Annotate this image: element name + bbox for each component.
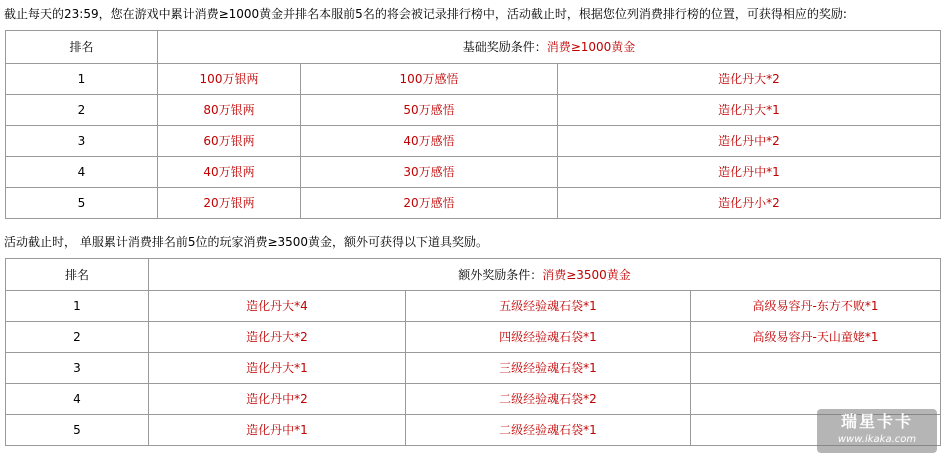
reward-cell: 80万银两 bbox=[158, 95, 301, 126]
rank-cell: 4 bbox=[6, 384, 149, 415]
reward-cell: 60万银两 bbox=[158, 126, 301, 157]
watermark-url: www.ikaka.com bbox=[837, 434, 917, 445]
reward-cell: 40万感悟 bbox=[301, 126, 558, 157]
rank-cell: 2 bbox=[6, 322, 149, 353]
reward-cell: 四级经验魂石袋*1 bbox=[406, 322, 691, 353]
rank-cell: 2 bbox=[6, 95, 158, 126]
condition-value: 消费≥3500黄金 bbox=[542, 267, 631, 282]
table-row bbox=[6, 157, 941, 188]
reward-cell: 造化丹大*4 bbox=[149, 291, 406, 322]
rank-cell: 3 bbox=[6, 353, 149, 384]
reward-cell: 20万银两 bbox=[158, 188, 301, 219]
reward-cell: 五级经验魂石袋*1 bbox=[406, 291, 691, 322]
condition-label: 额外奖励条件： bbox=[458, 267, 543, 282]
table-header-row bbox=[6, 259, 941, 291]
reward-cell: 40万银两 bbox=[158, 157, 301, 188]
reward-cell: 三级经验魂石袋*1 bbox=[406, 353, 691, 384]
reward-cell: 造化丹大*2 bbox=[149, 322, 406, 353]
table-header-row bbox=[6, 31, 941, 64]
reward-cell: 30万感悟 bbox=[301, 157, 558, 188]
reward-cell: 造化丹大*1 bbox=[558, 95, 941, 126]
reward-cell: 100万感悟 bbox=[301, 64, 558, 95]
reward-cell: 造化丹中*1 bbox=[149, 415, 406, 446]
rank-cell: 1 bbox=[6, 64, 158, 95]
reward-cell: 造化丹中*2 bbox=[558, 126, 941, 157]
reward-cell: 50万感悟 bbox=[301, 95, 558, 126]
condition-value: 消费≥1000黄金 bbox=[546, 40, 636, 54]
site-watermark bbox=[817, 409, 937, 453]
condition-header bbox=[158, 31, 941, 64]
reward-cell: 20万感悟 bbox=[301, 188, 558, 219]
rank-header: 排名 bbox=[6, 259, 149, 291]
table-row bbox=[6, 322, 941, 353]
table-row bbox=[6, 64, 941, 95]
reward-cell: 二级经验魂石袋*1 bbox=[406, 415, 691, 446]
reward-cell: 造化丹大*2 bbox=[558, 64, 941, 95]
table-row bbox=[6, 384, 941, 415]
basic-reward-table bbox=[5, 30, 941, 219]
rank-cell: 3 bbox=[6, 126, 158, 157]
rank-cell: 5 bbox=[6, 415, 149, 446]
rank-cell: 1 bbox=[6, 291, 149, 322]
table-row bbox=[6, 95, 941, 126]
reward-cell: 造化丹中*2 bbox=[149, 384, 406, 415]
table-row bbox=[6, 291, 941, 322]
table-row bbox=[6, 353, 941, 384]
condition-header bbox=[149, 259, 941, 291]
reward-cell: 高级易容丹-天山童姥*1 bbox=[691, 322, 941, 353]
table-row bbox=[6, 415, 941, 446]
rank-header: 排名 bbox=[6, 31, 158, 64]
reward-cell: 100万银两 bbox=[158, 64, 301, 95]
intro-text-basic: 截止每天的23:59，您在游戏中累计消费≥1000黄金并排名本服前5名的将会被记录排行榜中，活动截止时，根据您位列消费排行榜的位置，可获得相应的奖励: bbox=[4, 7, 847, 21]
reward-cell: 高级易容丹-东方不败*1 bbox=[691, 291, 941, 322]
table-row bbox=[6, 126, 941, 157]
table-row bbox=[6, 188, 941, 219]
reward-cell: 造化丹小*2 bbox=[558, 188, 941, 219]
watermark-title: 瑞星卡卡 bbox=[840, 412, 913, 431]
condition-label: 基础奖励条件： bbox=[462, 40, 547, 54]
extra-reward-table bbox=[5, 258, 941, 446]
intro-text-extra: 活动截止时， 单服累计消费排名前5位的玩家消费≥3500黄金，额外可获得以下道具奖励。 bbox=[4, 235, 489, 249]
rank-cell: 4 bbox=[6, 157, 158, 188]
reward-cell bbox=[691, 353, 941, 384]
reward-cell: 二级经验魂石袋*2 bbox=[406, 384, 691, 415]
reward-cell: 造化丹中*1 bbox=[558, 157, 941, 188]
reward-cell: 造化丹大*1 bbox=[149, 353, 406, 384]
rank-cell: 5 bbox=[6, 188, 158, 219]
